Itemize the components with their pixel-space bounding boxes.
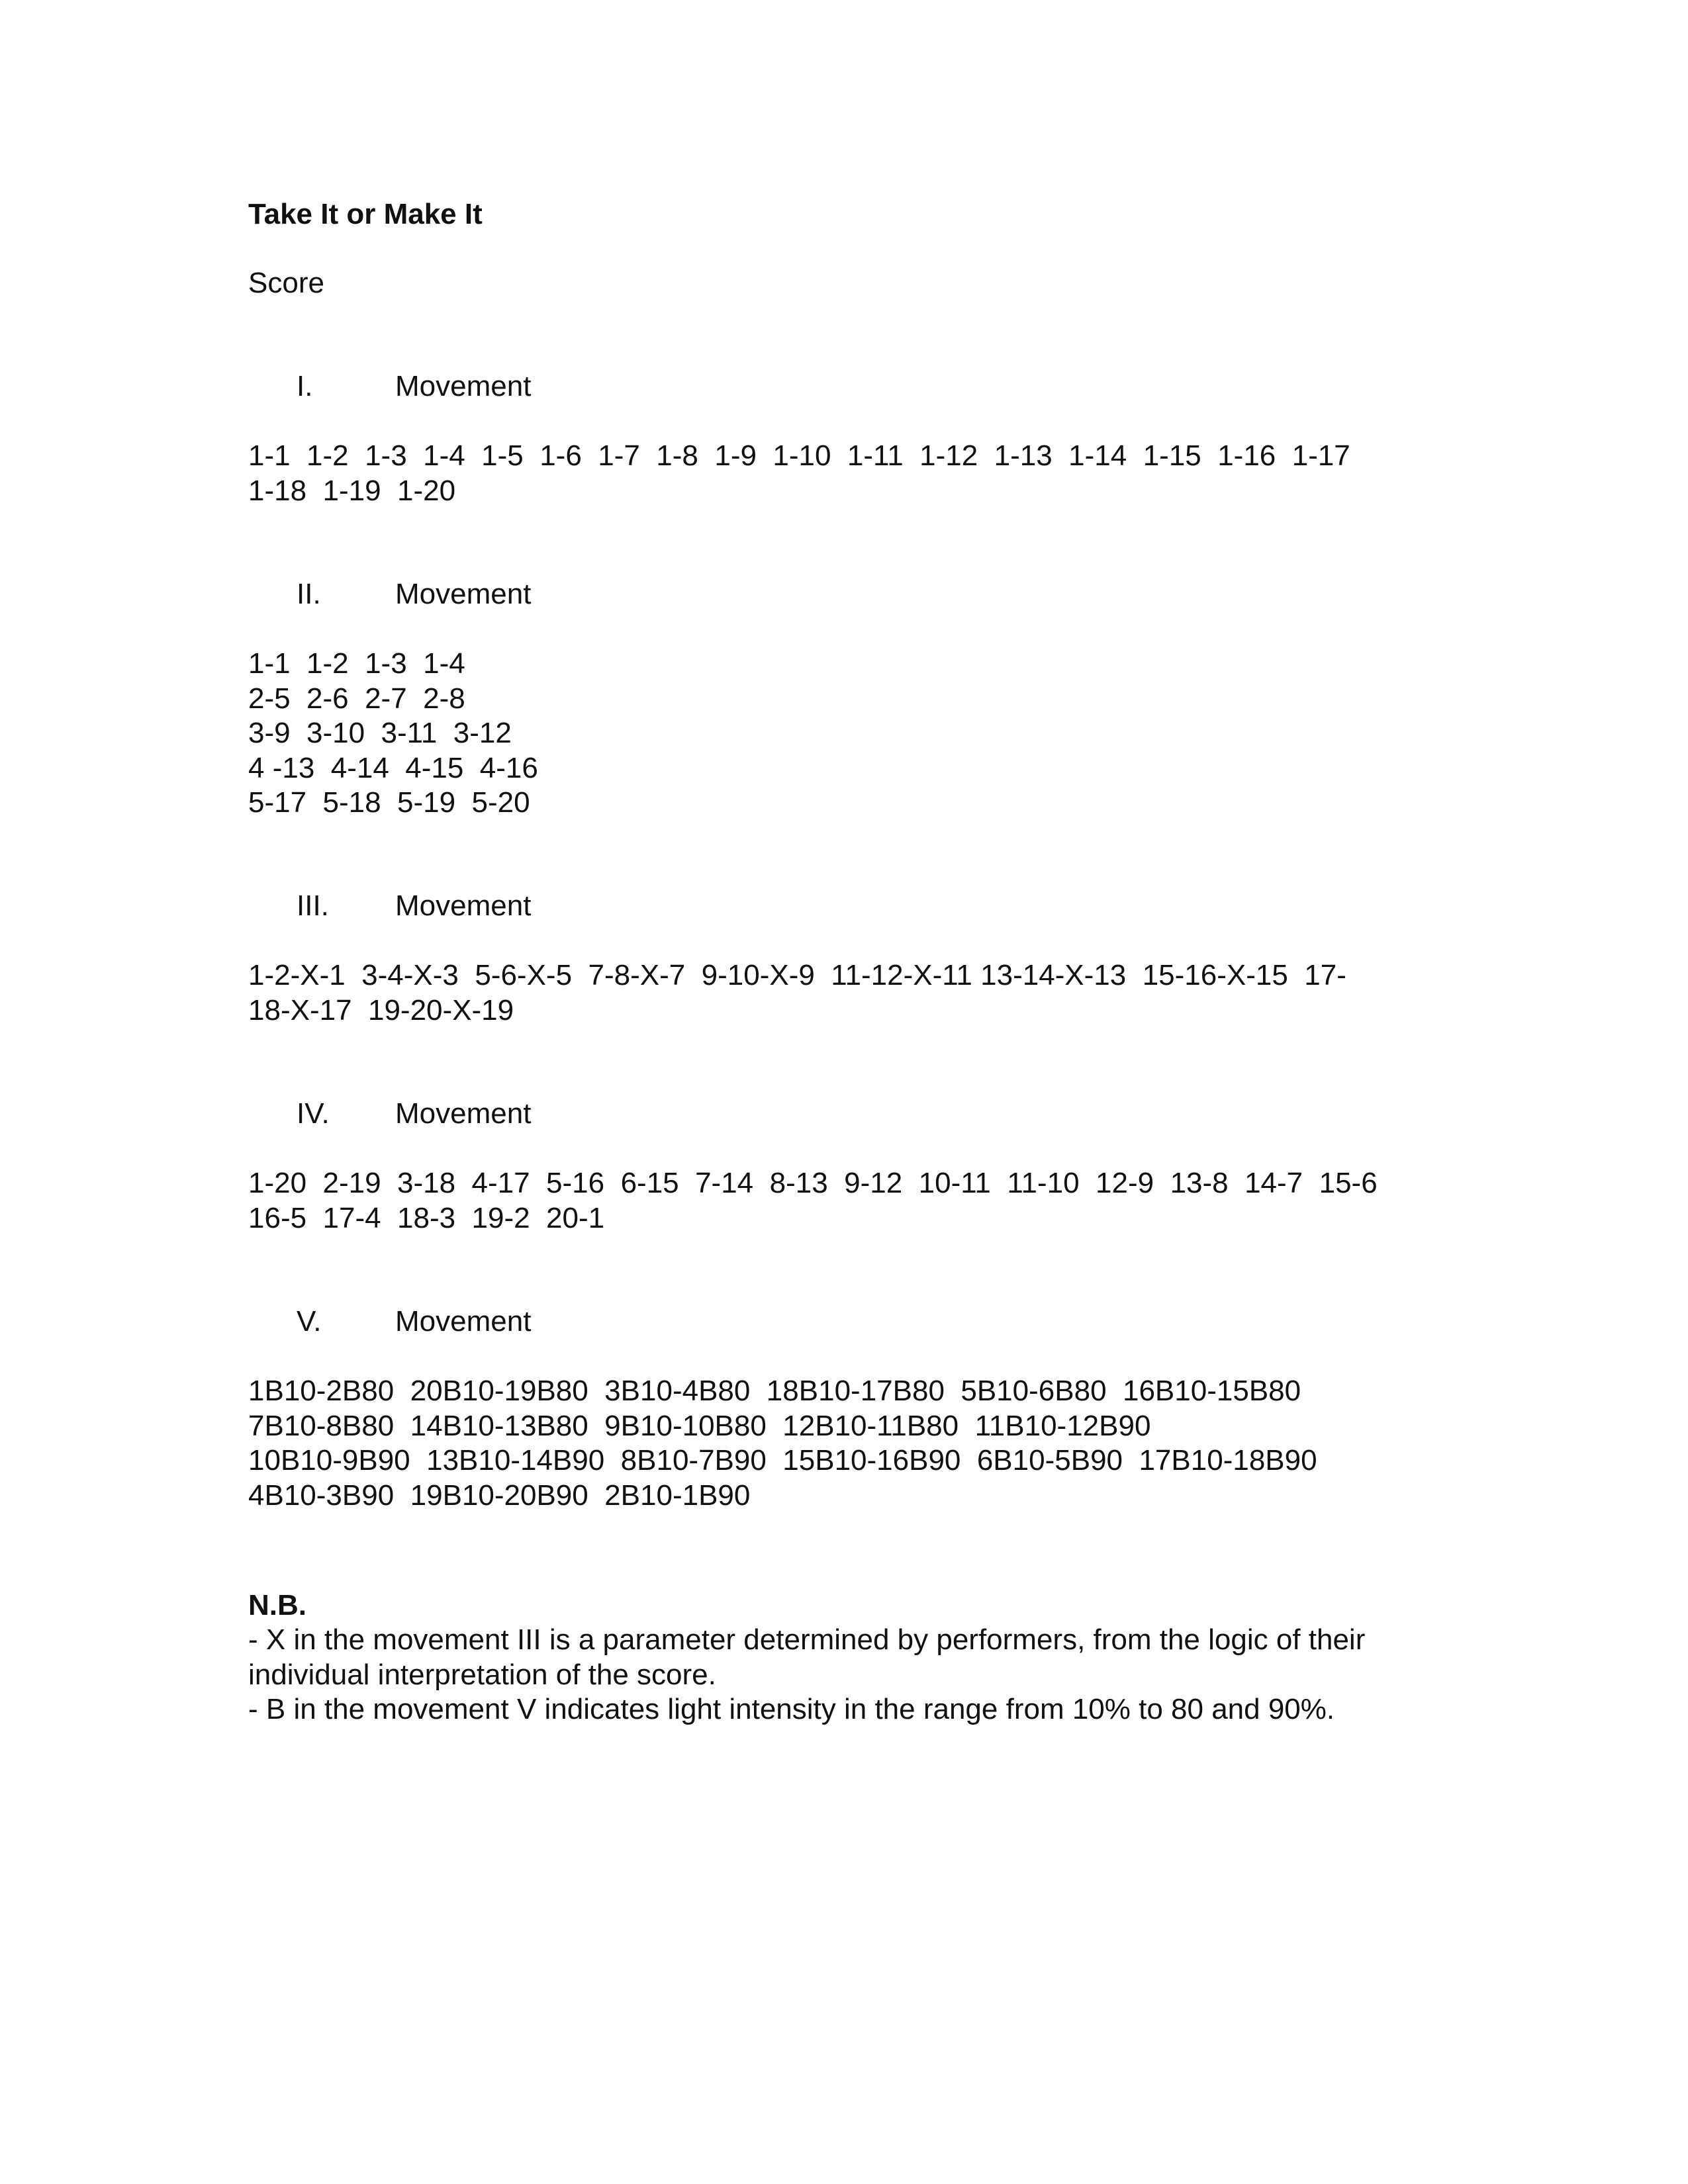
sequence-line: 1-1 1-2 1-3 1-4: [248, 647, 465, 680]
movement-2-heading: Movement: [395, 578, 532, 610]
sequence-line: 7B10-8B80 14B10-13B80 9B10-10B80 12B10-11B80 11B10-12B90: [248, 1409, 1151, 1442]
document-title: Take It or Make It: [248, 198, 483, 230]
document-subtitle: Score: [248, 267, 324, 299]
sequence-line: 5-17 5-18 5-19 5-20: [248, 786, 530, 819]
note-line: - X in the movement III is a parameter determined by performers, from the logic of their: [248, 1623, 1366, 1656]
movement-5-heading: Movement: [395, 1305, 532, 1338]
sequence-line: 1-1 1-2 1-3 1-4 1-5 1-6 1-7 1-8 1-9 1-10 1-11 1-12 1-13 1-14 1-15 1-16 1-17: [248, 439, 1350, 472]
nb-heading: N.B.: [248, 1589, 306, 1621]
sequence-line: 1-20 2-19 3-18 4-17 5-16 6-15 7-14 8-13 9-12 10-11 11-10 12-9 13-8 14-7 15-6: [248, 1167, 1378, 1199]
movement-5-numeral: V.: [297, 1305, 322, 1338]
sequence-line: 1-2-X-1 3-4-X-3 5-6-X-5 7-8-X-7 9-10-X-9 11-12-X-11 13-14-X-13 15-16-X-15 17-: [248, 959, 1346, 991]
sequence-line: 1B10-2B80 20B10-19B80 3B10-4B80 18B10-17B80 5B10-6B80 16B10-15B80: [248, 1375, 1301, 1407]
note-line: - B in the movement V indicates light intensity in the range from 10% to 80 and 90%.: [248, 1693, 1335, 1725]
sequence-line: 1-18 1-19 1-20: [248, 474, 456, 507]
movement-4-sequence: [248, 1166, 1378, 1236]
sequence-line: 3-9 3-10 3-11 3-12: [248, 717, 512, 749]
movement-4-heading: Movement: [395, 1097, 532, 1130]
sequence-line: 4B10-3B90 19B10-20B90 2B10-1B90: [248, 1479, 751, 1512]
sequence-line: 2-5 2-6 2-7 2-8: [248, 682, 465, 715]
note-line: individual interpretation of the score.: [248, 1658, 716, 1691]
movement-5-sequence: [248, 1374, 1317, 1513]
movement-2-sequence: [248, 647, 538, 821]
movement-4-numeral: IV.: [297, 1097, 330, 1130]
sequence-line: 4 -13 4-14 4-15 4-16: [248, 751, 538, 784]
nb-notes: [248, 1623, 1365, 1727]
movement-1-sequence: [248, 439, 1350, 508]
sequence-line: 18-X-17 19-20-X-19: [248, 993, 514, 1026]
sequence-line: 16-5 17-4 18-3 19-2 20-1: [248, 1201, 605, 1234]
movement-3-numeral: III.: [297, 889, 329, 922]
movement-1-numeral: I.: [297, 370, 313, 402]
movement-3-heading: Movement: [395, 889, 532, 922]
movement-2-numeral: II.: [297, 578, 321, 610]
movement-3-sequence: [248, 958, 1346, 1028]
sequence-line: 10B10-9B90 13B10-14B90 8B10-7B90 15B10-16B90 6B10-5B90 17B10-18B90: [248, 1444, 1317, 1477]
movement-1-heading: Movement: [395, 370, 532, 402]
